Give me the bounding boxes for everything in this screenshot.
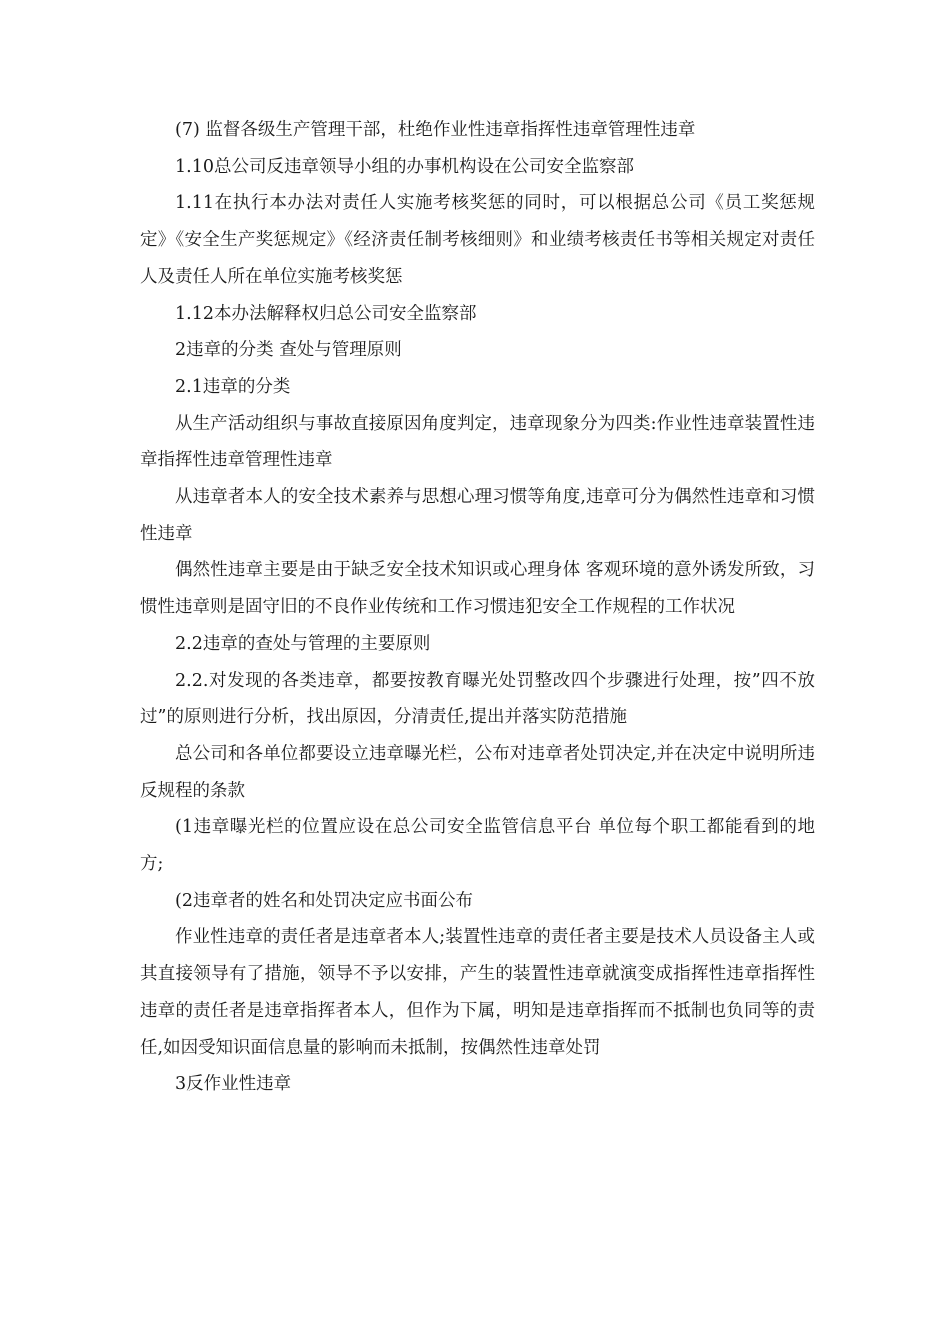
paragraph-1-10: 1.10总公司反违章领导小组的办事机构设在公司安全监察部 [175, 156, 634, 177]
paragraph-exposure-board: 总公司和各单位都要设立违章曝光栏，公布对违章者处罚决定,并在决定中说明所违反规程的条款 [140, 743, 815, 801]
section-heading-3: 3反作业性违章 [175, 1074, 292, 1095]
paragraph-1-12: 1.12本办法解释权归总公司安全监察部 [175, 303, 477, 324]
paragraph-accidental-habitual: 从违章者本人的安全技术素养与思想心理习惯等角度,违章可分为偶然性违章和习惯性违章 [140, 487, 815, 544]
list-item-public-notice: (2违章者的姓名和处罚决定应书面公布 [175, 890, 473, 911]
paragraph-accidental-definition: 偶然性违章主要是由于缺乏安全技术知识或心理身体 客观环境的意外诱发所致，习惯性违章则是固守旧的不良作业传统和工作习惯违犯安全工作规程的工作状况 [140, 560, 815, 618]
paragraph-responsibility: 作业性违章的责任者是违章者本人;装置性违章的责任者主要是技术人员设备主人或其直接领导有了措施，领导不予以安排，产生的装置性违章就演变成指挥性违章指挥性违章的责任者是违章指挥者本人，但作为下属，明知是违章指挥而不抵制也负同等的责任,如因受知识面信息量的影响而未抵制，按偶然性违章处罚 [140, 927, 815, 1058]
subsection-heading-2-1: 2.1违章的分类 [175, 376, 291, 397]
document-body [140, 112, 815, 1103]
list-item-exposure-location: (1违章曝光栏的位置应设在总公司安全监管信息平台 单位每个职工都能看到的地方; [140, 817, 815, 875]
paragraph-2-2-procedure: 2.2.对发现的各类违章，都要按教育曝光处罚整改四个步骤进行处理，按”四不放过”的原则进行分析，找出原因，分清责任,提出并落实防范措施 [140, 670, 815, 728]
subsection-heading-2-2: 2.2违章的查处与管理的主要原则 [175, 633, 431, 654]
paragraph-item-7: (7) 监督各级生产管理干部，杜绝作业性违章指挥性违章管理性违章 [175, 120, 696, 140]
section-heading-2: 2违章的分类 查处与管理原则 [175, 340, 402, 361]
paragraph-1-11: 1.11在执行本办法对责任人实施考核奖惩的同时，可以根据总公司《员工奖惩规定》《安全生产奖惩规定》《经济责任制考核细则》和业绩考核责任书等相关规定对责任人及责任人所在单位实施考核奖惩 [140, 193, 815, 287]
paragraph-four-types: 从生产活动组织与事故直接原因角度判定，违章现象分为四类:作业性违章装置性违章指挥性违章管理性违章 [140, 413, 815, 471]
